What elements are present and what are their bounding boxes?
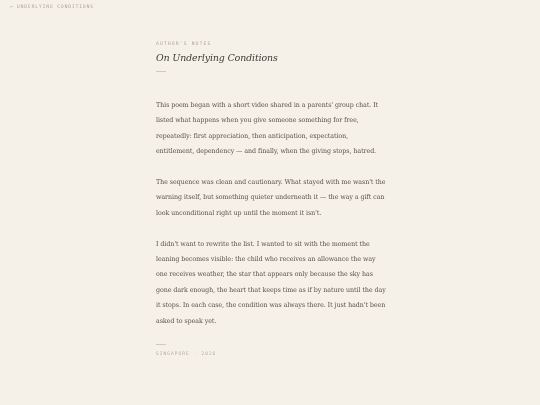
paragraph: The sequence was clean and cautionary. What stayed with me wasn't the warning itself, but something quieter underneath it — the way a gift can look unconditional right up until the moment it isn't.	[156, 179, 386, 217]
back-link[interactable]	[10, 5, 94, 10]
article	[156, 42, 388, 357]
paragraph: I didn't want to rewrite the list. I wanted to sit with the moment the leaning becomes visible: the child who receives an allowance the way one receives weather, the star that appears only because the sky has gone dark enough, the heart that keeps time as if by nature until the day it stops. In each case, the condition was always there. It just hadn't been asked to speak yet.	[156, 240, 386, 325]
back-link-label: UNDERLYING CONDITIONS	[16, 5, 94, 10]
footer-separator: ·	[193, 352, 198, 358]
section-eyebrow: AUTHOR'S NOTES	[156, 42, 212, 47]
arrow-left-icon: ←	[10, 4, 14, 10]
article-body	[156, 98, 388, 329]
article-footer	[156, 352, 388, 357]
paragraph: This poem began with a short video shared in a parents' group chat. It listed what happens when you give someone something for free, repeatedly: first appreciation, then anticipation, expectation, entitlement, dependency — and finally, when the giving stops, hatred.	[156, 102, 379, 156]
title-divider	[156, 71, 166, 72]
footer-divider	[156, 344, 166, 345]
footer-place: SINGAPORE	[156, 352, 190, 358]
page-title: On Underlying Conditions	[156, 53, 278, 64]
footer-year: 2026	[201, 352, 217, 358]
